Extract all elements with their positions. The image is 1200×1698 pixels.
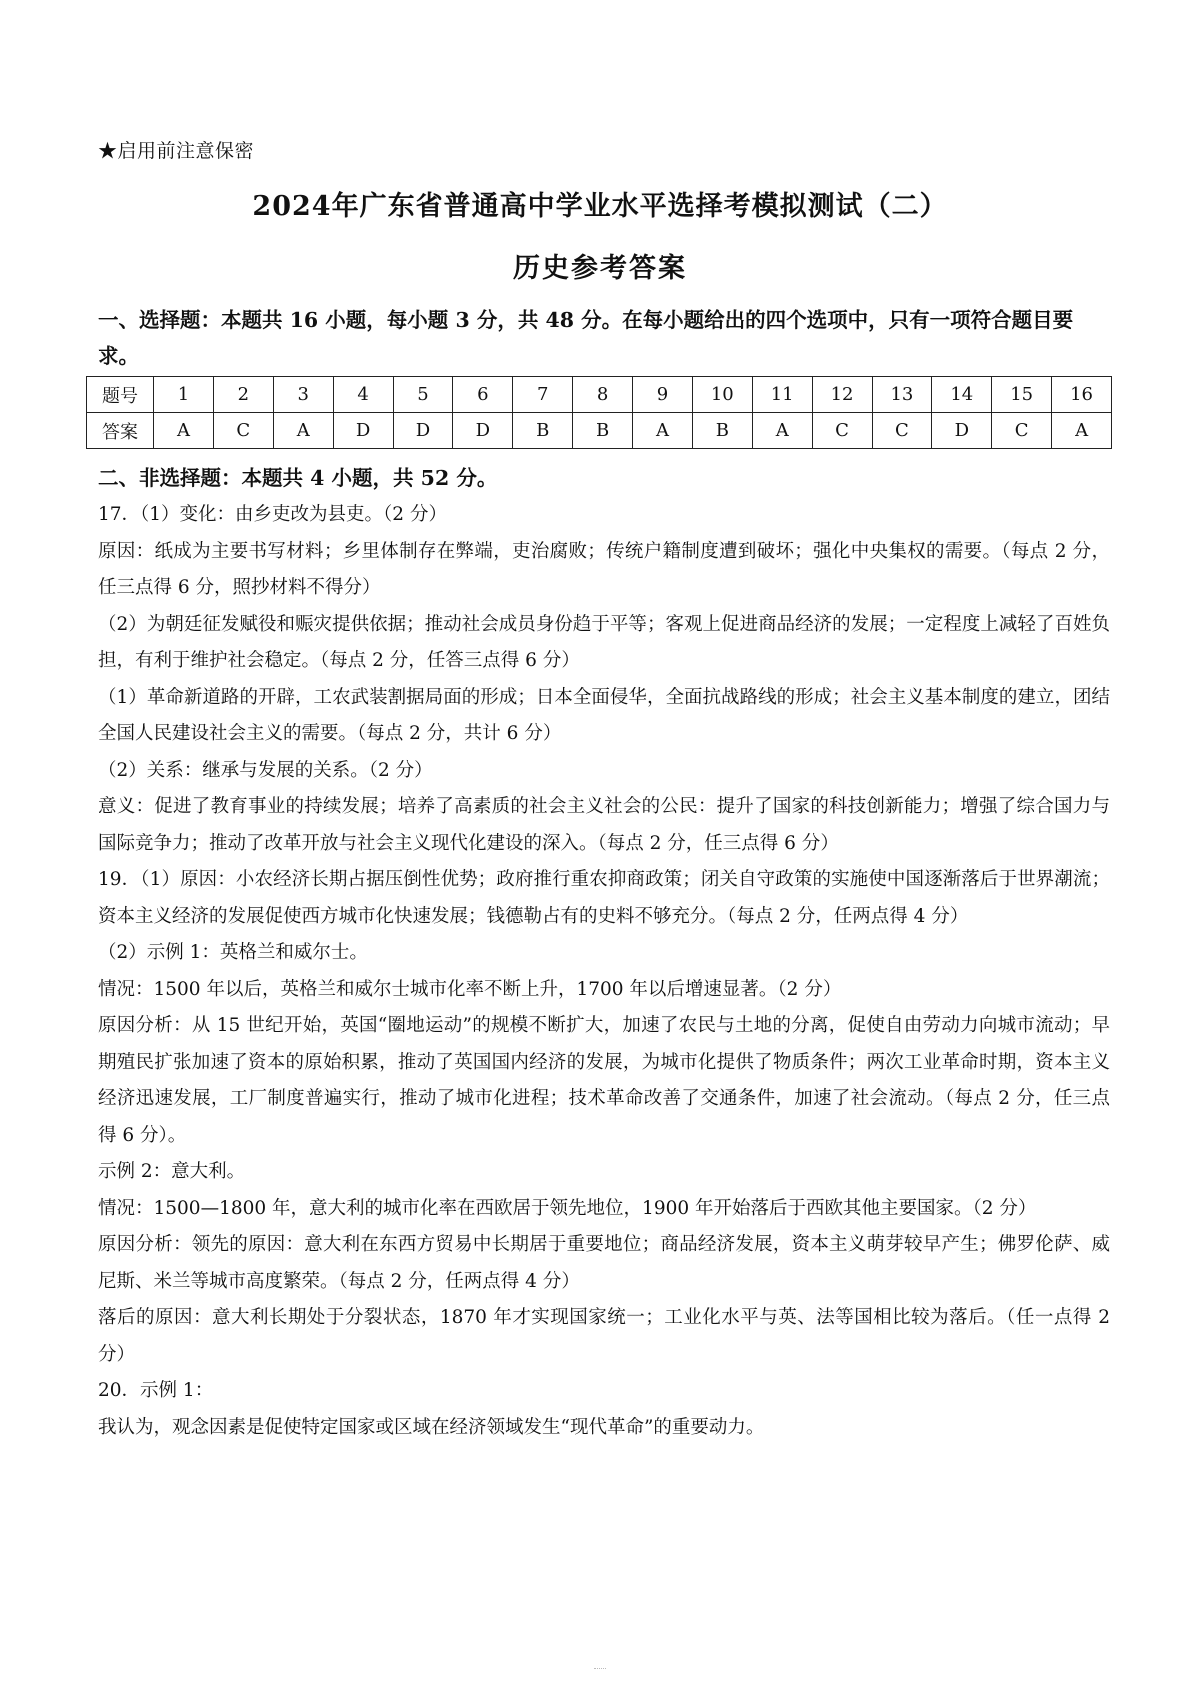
question-number: 1 <box>154 377 214 413</box>
question-number: 15 <box>992 377 1052 413</box>
question-number: 13 <box>872 377 932 413</box>
confidential-notice: ★启用前注意保密 <box>98 140 255 162</box>
section-2-heading: 二、非选择题：本题共 4 小题，共 52 分。 <box>98 466 498 490</box>
answer-cell: B <box>573 413 633 449</box>
answer-cell: A <box>633 413 693 449</box>
paragraph: 17．（1）变化：由乡吏改为县吏。（2 分） <box>98 504 447 525</box>
row-label-number: 题号 <box>87 377 154 413</box>
question-number: 14 <box>932 377 992 413</box>
question-number: 10 <box>692 377 752 413</box>
answer-cell: D <box>333 413 393 449</box>
paragraph: 原因分析：从 15 世纪开始，英国“圈地运动”的规模不断扩大，加速了农民与土地的分离，促使自由劳动力向城市流动；早期殖民扩张加速了资本的原始积累，推动了英国国内经济的发展，为城市化提供了物质条件；两次工业革命时期，资本主义经济迅速发展，工厂制度普遍实行，推动了城市化进程；技术革命改善了交通条件，加速了社会流动。（每点 2 分，任三点得 6 分）。 <box>98 1015 1110 1146</box>
question-number: 11 <box>752 377 812 413</box>
answer-cell: A <box>273 413 333 449</box>
paragraph: 原因：纸成为主要书写材料；乡里体制存在弊端，吏治腐败；传统户籍制度遭到破坏；强化中央集权的需要。（每点 2 分，任三点得 6 分，照抄材料不得分） <box>98 540 1110 598</box>
answer-cell: D <box>393 413 453 449</box>
paragraph: 原因分析：领先的原因：意大利在东西方贸易中长期居于重要地位；商品经济发展，资本主义萌芽较早产生；佛罗伦萨、威尼斯、米兰等城市高度繁荣。（每点 2 分，任两点得 4 分） <box>98 1234 1110 1292</box>
question-number: 4 <box>333 377 393 413</box>
question-number: 16 <box>1052 377 1112 413</box>
answer-table <box>86 376 1112 449</box>
paragraph: 情况：1500—1800 年，意大利的城市化率在西欧居于领先地位，1900 年开始落后于西欧其他主要国家。（2 分） <box>98 1197 1037 1219</box>
answer-cell: A <box>1052 413 1112 449</box>
answer-cell: B <box>692 413 752 449</box>
answer-cell: C <box>872 413 932 449</box>
answer-cell: C <box>812 413 872 449</box>
answer-table-answer-row <box>87 413 1112 449</box>
answer-table-number-row <box>87 377 1112 413</box>
paragraph: 示例 2：意大利。 <box>98 1161 246 1182</box>
answer-cell: A <box>752 413 812 449</box>
answer-cell: D <box>932 413 992 449</box>
paragraph: 我认为，观念因素是促使特定国家或区域在经济领域发生“现代革命”的重要动力。 <box>98 1416 765 1438</box>
row-label-answer: 答案 <box>87 413 154 449</box>
section-1-heading: 一、选择题：本题共 16 小题，每小题 3 分，共 48 分。在每小题给出的四个选项中，只有一项符合题目要求。 <box>98 308 1074 368</box>
question-number: 12 <box>812 377 872 413</box>
footer-divider <box>594 1668 606 1671</box>
paragraph: 落后的原因：意大利长期处于分裂状态，1870 年才实现国家统一；工业化水平与英、法等国相比较为落后。（任一点得 2 分） <box>98 1307 1110 1365</box>
paragraph: 意义：促进了教育事业的持续发展；培养了高素质的社会主义社会的公民：提升了国家的科技创新能力；增强了综合国力与国际竞争力；推动了改革开放与社会主义现代化建设的深入。（每点 2 分，任三点得 6 分） <box>98 796 1110 854</box>
paragraph: 情况：1500 年以后，英格兰和威尔士城市化率不断上升，1700 年以后增速显著。（2 分） <box>98 978 842 1000</box>
question-number: 7 <box>513 377 573 413</box>
document-subtitle: 历史参考答案 <box>513 253 687 284</box>
question-number: 3 <box>273 377 333 413</box>
question-number: 9 <box>633 377 693 413</box>
answer-cell: C <box>992 413 1052 449</box>
answer-cell: D <box>453 413 513 449</box>
question-number: 2 <box>213 377 273 413</box>
question-number: 8 <box>573 377 633 413</box>
question-number: 6 <box>453 377 513 413</box>
paragraph: 20．示例 1： <box>98 1380 214 1401</box>
answer-cell: A <box>154 413 214 449</box>
answer-body <box>98 497 1110 1446</box>
paragraph: （2）关系：继承与发展的关系。（2 分） <box>98 759 433 781</box>
question-number: 5 <box>393 377 453 413</box>
answer-cell: C <box>213 413 273 449</box>
document-title: 2024年广东省普通高中学业水平选择考模拟测试（二） <box>252 191 948 222</box>
answer-cell: B <box>513 413 573 449</box>
paragraph: 19．（1）原因：小农经济长期占据压倒性优势；政府推行重农抑商政策；闭关自守政策的实施使中国逐渐落后于世界潮流；资本主义经济的发展促使西方城市化快速发展；钱德勒占有的史料不够充分。（每点 2 分，任两点得 4 分） <box>98 869 1110 927</box>
paragraph: （2）示例 1：英格兰和威尔士。 <box>98 942 368 963</box>
paragraph: （2）为朝廷征发赋役和赈灾提供依据；推动社会成员身份趋于平等；客观上促进商品经济的发展；一定程度上减轻了百姓负担，有利于维护社会稳定。（每点 2 分，任答三点得 6 分） <box>98 613 1110 671</box>
paragraph: （1）革命新道路的开辟，工农武装割据局面的形成；日本全面侵华，全面抗战路线的形成；社会主义基本制度的建立，团结全国人民建设社会主义的需要。（每点 2 分，共计 6 分） <box>98 686 1110 744</box>
